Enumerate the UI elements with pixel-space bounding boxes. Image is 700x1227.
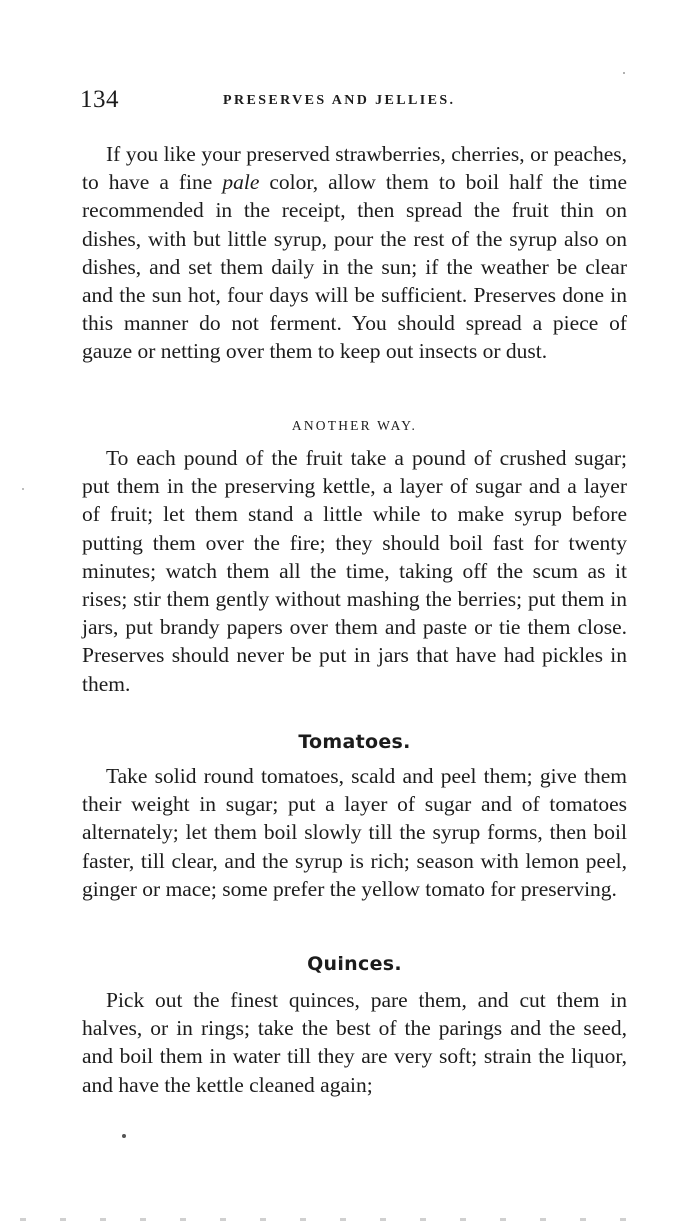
tomatoes-block — [82, 762, 627, 903]
running-head: PRESERVES AND JELLIES. — [223, 93, 456, 108]
another-way-block — [82, 444, 627, 698]
intro-text-after: color, allow them to boil half the time recommended in the receipt, then spread the fruit thin on dishes, with but little syrup, pour the rest of the syrup also on dishes, and set them daily in the sun; if the weather be clear and the sun hot, four days will be sufficient. Preserves done in this manner do not ferment. You should spread a piece of gauze or netting over them to keep out insects or dust. — [82, 170, 627, 364]
tomatoes-heading: Tomatoes. — [298, 731, 411, 753]
another-way-paragraph: To each pound of the fruit take a pound of crushed sugar; put them in the preserving kettle, a layer of sugar and a layer of fruit; let them stand a little while to make syrup before putting them over the fire; they should boil fast for twenty minutes; watch them all the time, taking off the scum as it rises; stir them gently without mashing the berries; put them in jars, put brandy papers over them and paste or tie them close. Preserves should never be put in jars that have had pickles in them. — [82, 446, 627, 696]
tomatoes-paragraph: Take solid round tomatoes, scald and peel them; give them their weight in sugar; put a layer of sugar and of tomatoes alternately; let them boil slowly till the syrup forms, then boil faster, till clear, and the syrup is rich; season with lemon peel, ginger or mace; some prefer the yellow tomato for preserving. — [82, 764, 627, 901]
quinces-paragraph: Pick out the finest quinces, pare them, and cut them in halves, or in rings; take the best of the parings and the seed, and boil them in water till they are very soft; strain the liquor, and have the kettle cleaned again; — [82, 988, 627, 1097]
page-edge-smudge — [20, 1218, 660, 1221]
quinces-heading: Quinces. — [307, 953, 402, 975]
intro-paragraph — [82, 140, 627, 366]
ink-speck — [122, 1134, 126, 1138]
intro-text-before: If you like your preserved strawberries, cherries, or peaches, to have a fine — [82, 142, 627, 195]
another-way-heading: ANOTHER WAY. — [291, 418, 418, 433]
page-header — [80, 86, 640, 122]
intro-emphasis: pale — [222, 170, 260, 195]
quinces-block — [82, 986, 627, 1099]
ink-speck — [623, 72, 625, 74]
intro-paragraph-block — [82, 140, 627, 366]
ink-speck — [22, 488, 24, 490]
page-number: 134 — [80, 86, 119, 113]
